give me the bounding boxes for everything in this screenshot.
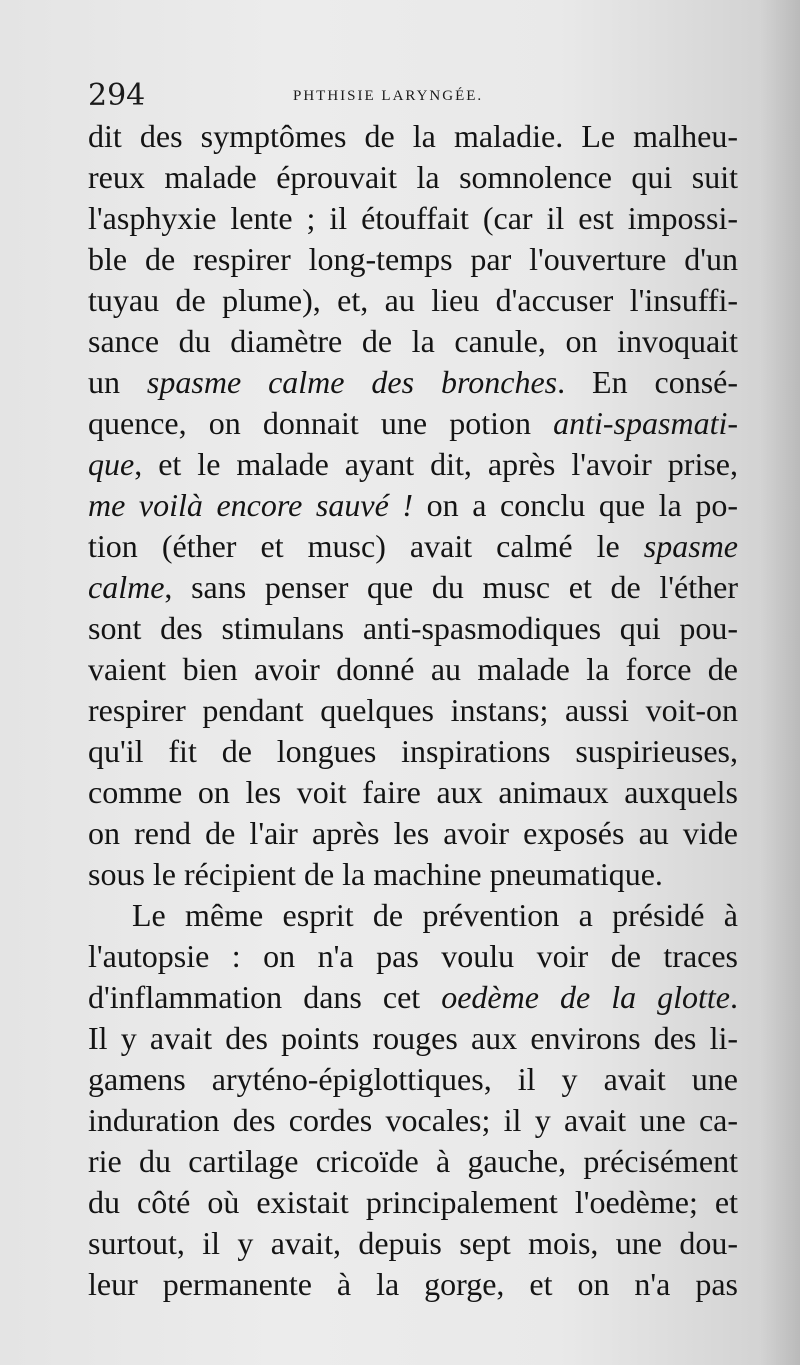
text-run: , sans penser que du musc et de l'éther	[164, 569, 738, 605]
text-run: dit des symptômes de la maladie. Le malheu-	[88, 118, 738, 154]
text-line	[88, 526, 738, 567]
text-line	[88, 239, 738, 280]
text-run: .	[730, 979, 738, 1015]
text-run: du côté où existait principalement l'oedème; et	[88, 1184, 738, 1220]
text-run: , et le malade ayant dit, après l'avoir prise,	[134, 446, 738, 482]
text-run: l'asphyxie lente ; il étouffait (car il est impossi-	[88, 200, 738, 236]
text-line	[88, 321, 738, 362]
text-line	[88, 1264, 738, 1305]
text-line	[88, 649, 738, 690]
text-line	[88, 157, 738, 198]
text-run: d'inflammation dans cet	[88, 979, 442, 1015]
text-run: ble de respirer long-temps par l'ouverture d'un	[88, 241, 738, 277]
text-run: rie du cartilage cricoïde à gauche, précisément	[88, 1143, 738, 1179]
text-line	[88, 116, 738, 157]
text-run: on rend de l'air après les avoir exposés au vide	[88, 815, 738, 851]
text-run: on a conclu que la po-	[413, 487, 738, 523]
italic-text: oedème de la glotte	[441, 979, 730, 1015]
text-run: Le même esprit de prévention a présidé à	[132, 897, 738, 933]
text-line	[88, 1182, 738, 1223]
text-run: sous le récipient de la machine pneumatique.	[88, 856, 663, 892]
text-run: gamens aryténo-épiglottiques, il y avait une	[88, 1061, 738, 1097]
text-run: induration des cordes vocales; il y avait une ca-	[88, 1102, 738, 1138]
italic-text: spasme	[643, 528, 738, 564]
text-line	[88, 854, 738, 895]
text-line	[88, 198, 738, 239]
text-line	[88, 1018, 738, 1059]
text-line	[88, 690, 738, 731]
page-number: 294	[88, 78, 146, 113]
text-line	[88, 444, 738, 485]
text-run: tion (éther et musc) avait calmé le	[88, 528, 644, 564]
text-run: respirer pendant quelques instans; aussi voit-on	[88, 692, 738, 728]
text-line	[88, 1059, 738, 1100]
running-head: PHTHISIE LARYNGÉE.	[293, 88, 484, 104]
text-line	[88, 1223, 738, 1264]
text-run: sance du diamètre de la canule, on invoquait	[88, 323, 738, 359]
text-line	[88, 608, 738, 649]
text-line	[88, 403, 738, 444]
italic-text: que	[88, 446, 135, 482]
body-text	[88, 116, 738, 1305]
text-line	[88, 936, 738, 977]
text-run: comme on les voit faire aux animaux auxquels	[88, 774, 738, 810]
text-run: leur permanente à la gorge, et on n'a pas	[88, 1266, 738, 1302]
text-run: tuyau de plume), et, au lieu d'accuser l'insuffi-	[88, 282, 738, 318]
text-line	[88, 895, 738, 936]
text-line	[88, 362, 738, 403]
text-run: surtout, il y avait, depuis sept mois, une dou-	[88, 1225, 738, 1261]
italic-text: anti-spasmati-	[553, 405, 738, 441]
text-run: Il y avait des points rouges aux environs des li-	[88, 1020, 738, 1056]
italic-text: spasme calme des bronches	[146, 364, 558, 400]
italic-text: me voilà encore sauvé !	[88, 487, 414, 523]
text-line	[88, 813, 738, 854]
text-run: un	[88, 364, 147, 400]
text-run: qu'il fit de longues inspirations suspirieuses,	[88, 733, 738, 769]
text-line	[88, 1141, 738, 1182]
text-run: l'autopsie : on n'a pas voulu voir de traces	[88, 938, 738, 974]
italic-text: calme	[88, 569, 165, 605]
text-run: vaient bien avoir donné au malade la force de	[88, 651, 738, 687]
text-line	[88, 977, 738, 1018]
text-run: reux malade éprouvait la somnolence qui suit	[88, 159, 738, 195]
text-line	[88, 280, 738, 321]
text-run: . En consé-	[557, 364, 738, 400]
text-line	[88, 1100, 738, 1141]
text-line	[88, 567, 738, 608]
text-run: quence, on donnait une potion	[88, 405, 554, 441]
text-line	[88, 485, 738, 526]
text-line	[88, 772, 738, 813]
text-line	[88, 731, 738, 772]
text-run: sont des stimulans anti-spasmodiques qui pou-	[88, 610, 738, 646]
